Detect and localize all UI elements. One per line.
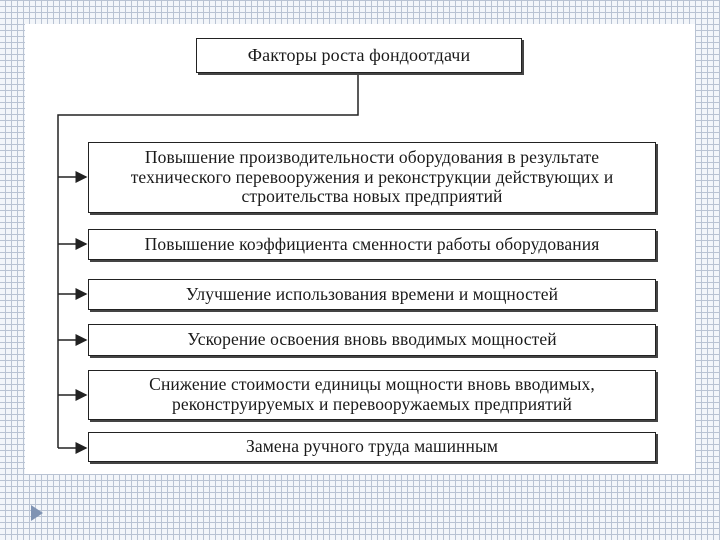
factor-box-1: Повышение производительности оборудования в результате технического перевооружения и реконструкции действующих и строительства новых предприятий	[88, 142, 656, 213]
play-arrow-icon[interactable]	[30, 504, 44, 522]
factor-box-6: Замена ручного труда машинным	[88, 432, 656, 462]
factor-box-3: Улучшение использования времени и мощностей	[88, 279, 656, 310]
factor-box-4: Ускорение освоения вновь вводимых мощностей	[88, 324, 656, 356]
factor-box-5: Снижение стоимости единицы мощности вновь вводимых, реконструируемых и перевооружаемых предприятий	[88, 370, 656, 420]
factor-box-2: Повышение коэффициента сменности работы оборудования	[88, 229, 656, 260]
diagram-title: Факторы роста фондоотдачи	[196, 38, 522, 73]
